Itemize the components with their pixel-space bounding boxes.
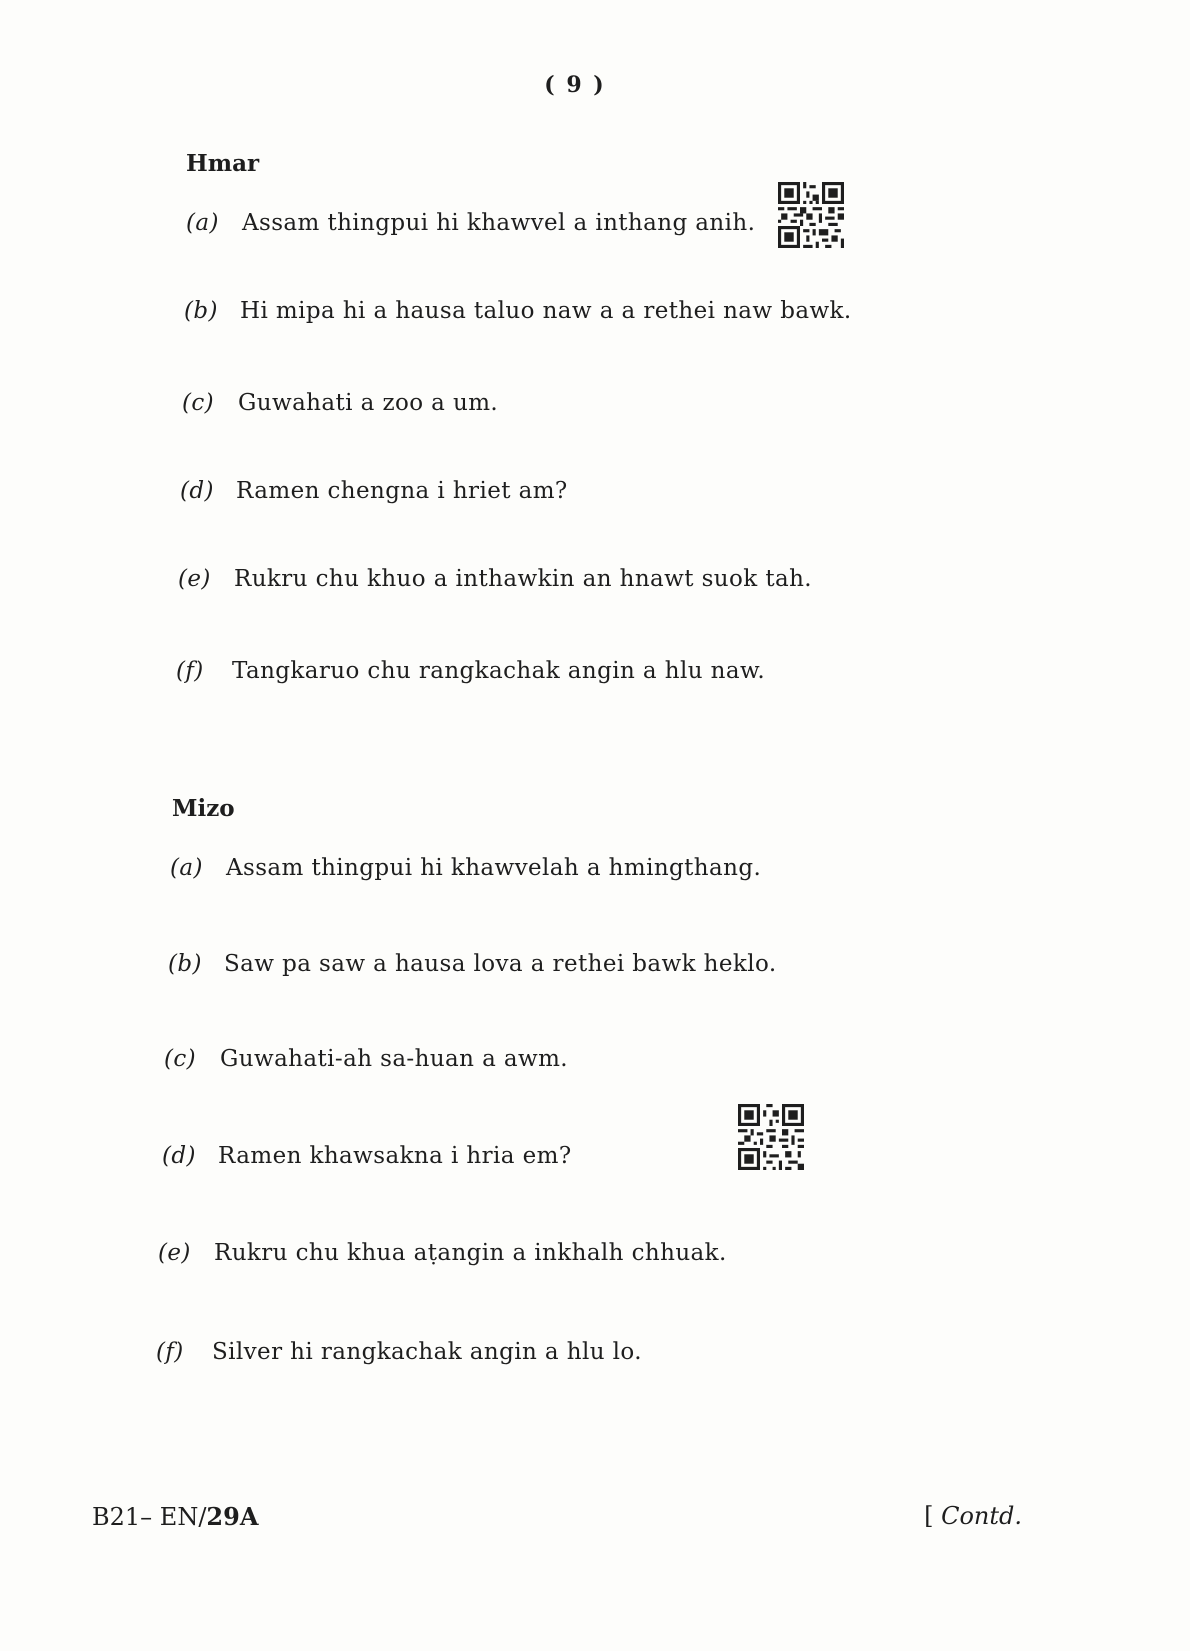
section-title-hmar: Hmar	[186, 150, 260, 177]
item-marker: (f)	[176, 658, 204, 684]
item-marker: (e)	[178, 566, 211, 592]
hmar-item-d	[180, 478, 568, 504]
paper-code	[92, 1502, 258, 1531]
continued-text: Contd.	[941, 1502, 1022, 1530]
section-title-mizo: Mizo	[172, 795, 235, 822]
hmar-item-f	[176, 658, 765, 684]
mizo-item-a	[170, 855, 761, 881]
page-number: ( 9 )	[544, 72, 606, 98]
item-text: Saw pa saw a hausa lova a rethei bawk heklo.	[224, 951, 777, 977]
item-text: Assam thingpui hi khawvel a inthang anih.	[242, 210, 756, 236]
hmar-item-c	[182, 390, 498, 416]
paper-code-suffix: 29A	[206, 1502, 259, 1531]
item-marker: (d)	[162, 1143, 196, 1169]
item-marker: (b)	[184, 298, 218, 324]
continued-bracket: [	[924, 1502, 934, 1530]
continued-label	[924, 1502, 1022, 1530]
item-text: Tangkaruo chu rangkachak angin a hlu naw.	[232, 658, 766, 684]
mizo-item-f	[156, 1339, 642, 1365]
item-marker: (a)	[186, 210, 219, 236]
item-text: Guwahati-ah sa-huan a awm.	[220, 1046, 569, 1072]
item-text: Guwahati a zoo a um.	[238, 390, 499, 416]
item-text: Ramen khawsakna i hria em?	[218, 1143, 572, 1169]
item-text: Assam thingpui hi khawvelah a hmingthang.	[226, 855, 762, 881]
item-text: Rukru chu khua aṭangin a inkhalh chhuak.	[214, 1240, 727, 1266]
item-marker: (a)	[170, 855, 203, 881]
mizo-item-b	[168, 951, 777, 977]
hmar-item-e	[178, 566, 812, 592]
item-text: Ramen chengna i hriet am?	[236, 478, 568, 504]
qr-code-icon	[778, 182, 844, 248]
item-text: Hi mipa hi a hausa taluo naw a a rethei naw bawk.	[240, 298, 852, 324]
mizo-item-e	[158, 1240, 727, 1266]
item-marker: (b)	[168, 951, 202, 977]
item-text: Silver hi rangkachak angin a hlu lo.	[212, 1339, 642, 1365]
item-marker: (d)	[180, 478, 214, 504]
mizo-item-d	[162, 1143, 572, 1169]
hmar-item-b	[184, 298, 852, 324]
mizo-item-c	[164, 1046, 568, 1072]
paper-code-prefix: B21– EN/	[92, 1503, 207, 1531]
item-text: Rukru chu khuo a inthawkin an hnawt suok tah.	[234, 566, 812, 592]
item-marker: (f)	[156, 1339, 184, 1365]
item-marker: (e)	[158, 1240, 191, 1266]
qr-code-icon	[738, 1104, 804, 1170]
item-marker: (c)	[182, 390, 215, 416]
hmar-item-a	[186, 210, 755, 236]
item-marker: (c)	[164, 1046, 197, 1072]
